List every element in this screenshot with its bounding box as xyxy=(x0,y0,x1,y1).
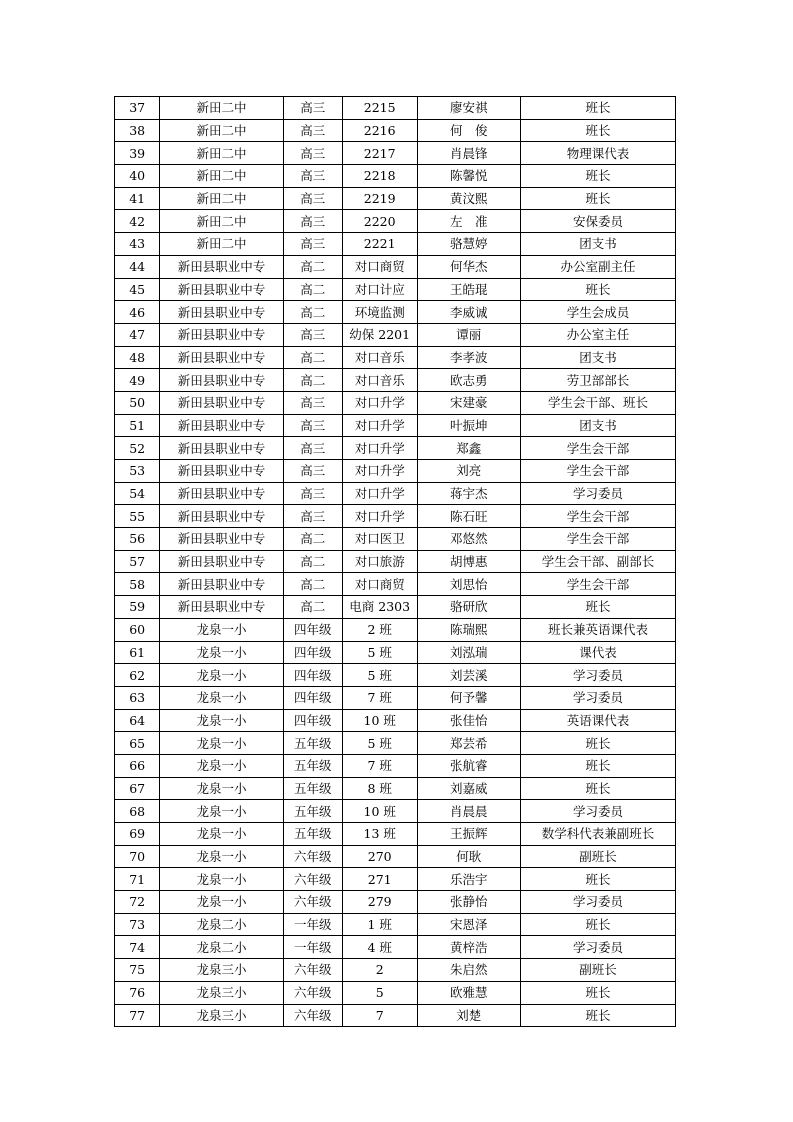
grade-cell: 六年级 xyxy=(283,891,342,914)
school-cell: 龙泉二小 xyxy=(160,936,283,959)
grade-cell: 五年级 xyxy=(283,800,342,823)
class-cell: 对口升学 xyxy=(342,505,417,528)
school-cell: 新田县职业中专 xyxy=(160,550,283,573)
table-row xyxy=(115,142,676,165)
table-row xyxy=(115,369,676,392)
grade-cell: 高三 xyxy=(283,187,342,210)
table-row xyxy=(115,505,676,528)
table-row xyxy=(115,550,676,573)
school-cell: 新田二中 xyxy=(160,233,283,256)
row-number-cell: 63 xyxy=(115,686,160,709)
school-cell: 新田县职业中专 xyxy=(160,596,283,619)
class-cell: 1 班 xyxy=(342,913,417,936)
grade-cell: 五年级 xyxy=(283,777,342,800)
student-name-cell: 张航睿 xyxy=(417,754,520,777)
student-name-cell: 郑芸希 xyxy=(417,732,520,755)
row-number-cell: 47 xyxy=(115,323,160,346)
position-cell: 副班长 xyxy=(520,845,675,868)
class-cell: 13 班 xyxy=(342,823,417,846)
table-row xyxy=(115,800,676,823)
school-cell: 龙泉一小 xyxy=(160,618,283,641)
position-cell: 学生会干部 xyxy=(520,437,675,460)
class-cell: 2218 xyxy=(342,165,417,188)
table-row xyxy=(115,255,676,278)
position-cell: 学习委员 xyxy=(520,686,675,709)
position-cell: 班长 xyxy=(520,913,675,936)
row-number-cell: 73 xyxy=(115,913,160,936)
grade-cell: 六年级 xyxy=(283,981,342,1004)
class-cell: 7 班 xyxy=(342,686,417,709)
row-number-cell: 56 xyxy=(115,528,160,551)
table-row xyxy=(115,845,676,868)
school-cell: 龙泉二小 xyxy=(160,913,283,936)
position-cell: 团支书 xyxy=(520,346,675,369)
row-number-cell: 77 xyxy=(115,1004,160,1027)
table-row xyxy=(115,528,676,551)
student-name-cell: 肖晨锋 xyxy=(417,142,520,165)
student-name-cell: 朱启然 xyxy=(417,959,520,982)
grade-cell: 高三 xyxy=(283,391,342,414)
student-name-cell: 刘楚 xyxy=(417,1004,520,1027)
table-row xyxy=(115,868,676,891)
school-cell: 新田县职业中专 xyxy=(160,278,283,301)
class-cell: 2216 xyxy=(342,119,417,142)
class-cell: 幼保 2201 xyxy=(342,323,417,346)
position-cell: 学生会干部 xyxy=(520,460,675,483)
school-cell: 龙泉一小 xyxy=(160,664,283,687)
student-name-cell: 黄梓浩 xyxy=(417,936,520,959)
position-cell: 学习委员 xyxy=(520,936,675,959)
grade-cell: 高二 xyxy=(283,596,342,619)
student-name-cell: 肖晨晨 xyxy=(417,800,520,823)
class-cell: 2215 xyxy=(342,97,417,120)
row-number-cell: 57 xyxy=(115,550,160,573)
grade-cell: 五年级 xyxy=(283,732,342,755)
row-number-cell: 37 xyxy=(115,97,160,120)
class-cell: 对口升学 xyxy=(342,437,417,460)
row-number-cell: 62 xyxy=(115,664,160,687)
student-name-cell: 王皓琨 xyxy=(417,278,520,301)
row-number-cell: 71 xyxy=(115,868,160,891)
grade-cell: 高三 xyxy=(283,165,342,188)
class-cell: 5 xyxy=(342,981,417,1004)
position-cell: 物理课代表 xyxy=(520,142,675,165)
class-cell: 7 班 xyxy=(342,754,417,777)
row-number-cell: 68 xyxy=(115,800,160,823)
table-row xyxy=(115,278,676,301)
position-cell: 劳卫部部长 xyxy=(520,369,675,392)
school-cell: 新田县职业中专 xyxy=(160,255,283,278)
grade-cell: 高二 xyxy=(283,255,342,278)
table-row xyxy=(115,233,676,256)
class-cell: 2 班 xyxy=(342,618,417,641)
student-name-cell: 欧志勇 xyxy=(417,369,520,392)
class-cell: 10 班 xyxy=(342,709,417,732)
school-cell: 新田县职业中专 xyxy=(160,528,283,551)
row-number-cell: 43 xyxy=(115,233,160,256)
class-cell: 2 xyxy=(342,959,417,982)
table-row xyxy=(115,823,676,846)
table-row xyxy=(115,414,676,437)
class-cell: 对口旅游 xyxy=(342,550,417,573)
table-row xyxy=(115,119,676,142)
table-row xyxy=(115,210,676,233)
table-row xyxy=(115,732,676,755)
student-name-cell: 蒋宇杰 xyxy=(417,482,520,505)
position-cell: 班长 xyxy=(520,596,675,619)
table-row xyxy=(115,482,676,505)
position-cell: 学生会干部、副部长 xyxy=(520,550,675,573)
position-cell: 班长 xyxy=(520,777,675,800)
grade-cell: 五年级 xyxy=(283,823,342,846)
position-cell: 班长 xyxy=(520,981,675,1004)
table-row xyxy=(115,437,676,460)
row-number-cell: 46 xyxy=(115,301,160,324)
position-cell: 班长 xyxy=(520,97,675,120)
school-cell: 新田县职业中专 xyxy=(160,346,283,369)
student-name-cell: 陈石旺 xyxy=(417,505,520,528)
student-name-cell: 何予馨 xyxy=(417,686,520,709)
row-number-cell: 50 xyxy=(115,391,160,414)
student-name-cell: 刘泓瑞 xyxy=(417,641,520,664)
class-cell: 270 xyxy=(342,845,417,868)
student-name-cell: 何 俊 xyxy=(417,119,520,142)
class-cell: 10 班 xyxy=(342,800,417,823)
grade-cell: 六年级 xyxy=(283,868,342,891)
school-cell: 新田县职业中专 xyxy=(160,301,283,324)
school-cell: 新田县职业中专 xyxy=(160,482,283,505)
grade-cell: 高三 xyxy=(283,142,342,165)
table-row xyxy=(115,686,676,709)
grade-cell: 高二 xyxy=(283,346,342,369)
position-cell: 团支书 xyxy=(520,233,675,256)
student-name-cell: 骆慧婷 xyxy=(417,233,520,256)
student-name-cell: 叶振坤 xyxy=(417,414,520,437)
student-name-cell: 邓悠然 xyxy=(417,528,520,551)
grade-cell: 一年级 xyxy=(283,913,342,936)
grade-cell: 高三 xyxy=(283,210,342,233)
school-cell: 新田县职业中专 xyxy=(160,369,283,392)
grade-cell: 高三 xyxy=(283,233,342,256)
grade-cell: 四年级 xyxy=(283,641,342,664)
school-cell: 新田县职业中专 xyxy=(160,414,283,437)
student-name-cell: 刘芸溪 xyxy=(417,664,520,687)
position-cell: 办公室主任 xyxy=(520,323,675,346)
table-row xyxy=(115,596,676,619)
position-cell: 班长 xyxy=(520,165,675,188)
row-number-cell: 70 xyxy=(115,845,160,868)
position-cell: 班长 xyxy=(520,732,675,755)
row-number-cell: 58 xyxy=(115,573,160,596)
row-number-cell: 54 xyxy=(115,482,160,505)
table-row xyxy=(115,641,676,664)
school-cell: 龙泉一小 xyxy=(160,732,283,755)
row-number-cell: 64 xyxy=(115,709,160,732)
student-name-cell: 郑鑫 xyxy=(417,437,520,460)
school-cell: 龙泉一小 xyxy=(160,777,283,800)
class-cell: 2220 xyxy=(342,210,417,233)
grade-cell: 高三 xyxy=(283,460,342,483)
position-cell: 团支书 xyxy=(520,414,675,437)
school-cell: 龙泉一小 xyxy=(160,754,283,777)
class-cell: 对口升学 xyxy=(342,482,417,505)
table-row xyxy=(115,460,676,483)
table-row xyxy=(115,573,676,596)
row-number-cell: 52 xyxy=(115,437,160,460)
position-cell: 学生会干部、班长 xyxy=(520,391,675,414)
row-number-cell: 45 xyxy=(115,278,160,301)
table-row xyxy=(115,165,676,188)
school-cell: 新田二中 xyxy=(160,97,283,120)
table-row xyxy=(115,1004,676,1027)
grade-cell: 高二 xyxy=(283,369,342,392)
grade-cell: 五年级 xyxy=(283,754,342,777)
school-cell: 新田县职业中专 xyxy=(160,323,283,346)
grade-cell: 四年级 xyxy=(283,664,342,687)
class-cell: 7 xyxy=(342,1004,417,1027)
table-row xyxy=(115,981,676,1004)
grade-cell: 高二 xyxy=(283,573,342,596)
student-name-cell: 刘思怡 xyxy=(417,573,520,596)
position-cell: 班长兼英语课代表 xyxy=(520,618,675,641)
table-row xyxy=(115,391,676,414)
row-number-cell: 69 xyxy=(115,823,160,846)
class-cell: 对口医卫 xyxy=(342,528,417,551)
class-cell: 对口音乐 xyxy=(342,346,417,369)
row-number-cell: 59 xyxy=(115,596,160,619)
school-cell: 龙泉一小 xyxy=(160,845,283,868)
position-cell: 学习委员 xyxy=(520,800,675,823)
class-cell: 对口计应 xyxy=(342,278,417,301)
grade-cell: 高二 xyxy=(283,528,342,551)
position-cell: 班长 xyxy=(520,278,675,301)
student-name-cell: 陈馨悦 xyxy=(417,165,520,188)
school-cell: 新田二中 xyxy=(160,142,283,165)
class-cell: 4 班 xyxy=(342,936,417,959)
grade-cell: 高三 xyxy=(283,323,342,346)
position-cell: 学生会干部 xyxy=(520,505,675,528)
table-row xyxy=(115,936,676,959)
student-name-cell: 刘嘉威 xyxy=(417,777,520,800)
row-number-cell: 44 xyxy=(115,255,160,278)
class-cell: 5 班 xyxy=(342,732,417,755)
position-cell: 班长 xyxy=(520,187,675,210)
row-number-cell: 55 xyxy=(115,505,160,528)
student-name-cell: 何耿 xyxy=(417,845,520,868)
student-name-cell: 乐浩宇 xyxy=(417,868,520,891)
table-row xyxy=(115,891,676,914)
school-cell: 新田二中 xyxy=(160,187,283,210)
school-cell: 龙泉一小 xyxy=(160,641,283,664)
table-row xyxy=(115,664,676,687)
row-number-cell: 40 xyxy=(115,165,160,188)
grade-cell: 高三 xyxy=(283,437,342,460)
row-number-cell: 67 xyxy=(115,777,160,800)
grade-cell: 高二 xyxy=(283,550,342,573)
class-cell: 电商 2303 xyxy=(342,596,417,619)
school-cell: 新田县职业中专 xyxy=(160,391,283,414)
position-cell: 班长 xyxy=(520,1004,675,1027)
school-cell: 新田二中 xyxy=(160,165,283,188)
student-name-cell: 张静怡 xyxy=(417,891,520,914)
class-cell: 对口升学 xyxy=(342,460,417,483)
student-name-cell: 陈瑞熙 xyxy=(417,618,520,641)
position-cell: 安保委员 xyxy=(520,210,675,233)
school-cell: 龙泉一小 xyxy=(160,891,283,914)
row-number-cell: 75 xyxy=(115,959,160,982)
school-cell: 龙泉三小 xyxy=(160,1004,283,1027)
position-cell: 班长 xyxy=(520,119,675,142)
position-cell: 学习委员 xyxy=(520,664,675,687)
school-cell: 新田二中 xyxy=(160,119,283,142)
school-cell: 龙泉三小 xyxy=(160,959,283,982)
student-name-cell: 左 准 xyxy=(417,210,520,233)
class-cell: 8 班 xyxy=(342,777,417,800)
grade-cell: 高三 xyxy=(283,414,342,437)
position-cell: 学生会干部 xyxy=(520,528,675,551)
row-number-cell: 53 xyxy=(115,460,160,483)
school-cell: 龙泉一小 xyxy=(160,686,283,709)
student-name-cell: 李威诚 xyxy=(417,301,520,324)
row-number-cell: 72 xyxy=(115,891,160,914)
table-row xyxy=(115,913,676,936)
grade-cell: 高三 xyxy=(283,119,342,142)
table-row xyxy=(115,187,676,210)
row-number-cell: 42 xyxy=(115,210,160,233)
table-row xyxy=(115,323,676,346)
table-row xyxy=(115,959,676,982)
position-cell: 学生会成员 xyxy=(520,301,675,324)
class-cell: 271 xyxy=(342,868,417,891)
school-cell: 新田县职业中专 xyxy=(160,573,283,596)
class-cell: 2217 xyxy=(342,142,417,165)
grade-cell: 高三 xyxy=(283,97,342,120)
grade-cell: 六年级 xyxy=(283,845,342,868)
student-name-cell: 宋建豪 xyxy=(417,391,520,414)
class-cell: 对口升学 xyxy=(342,414,417,437)
grade-cell: 高二 xyxy=(283,301,342,324)
position-cell: 班长 xyxy=(520,868,675,891)
student-name-cell: 骆研欣 xyxy=(417,596,520,619)
position-cell: 学生会干部 xyxy=(520,573,675,596)
school-cell: 新田县职业中专 xyxy=(160,437,283,460)
table-row xyxy=(115,754,676,777)
class-cell: 对口升学 xyxy=(342,391,417,414)
table-row xyxy=(115,777,676,800)
student-name-cell: 廖安祺 xyxy=(417,97,520,120)
grade-cell: 高三 xyxy=(283,482,342,505)
row-number-cell: 49 xyxy=(115,369,160,392)
school-cell: 龙泉一小 xyxy=(160,709,283,732)
student-name-cell: 欧雅慧 xyxy=(417,981,520,1004)
class-cell: 环境监测 xyxy=(342,301,417,324)
student-name-cell: 黄汶熙 xyxy=(417,187,520,210)
school-cell: 新田县职业中专 xyxy=(160,505,283,528)
row-number-cell: 61 xyxy=(115,641,160,664)
grade-cell: 高二 xyxy=(283,278,342,301)
row-number-cell: 66 xyxy=(115,754,160,777)
student-name-cell: 李孝波 xyxy=(417,346,520,369)
school-cell: 龙泉一小 xyxy=(160,868,283,891)
school-cell: 龙泉一小 xyxy=(160,823,283,846)
row-number-cell: 76 xyxy=(115,981,160,1004)
table-row xyxy=(115,618,676,641)
student-name-cell: 张佳怡 xyxy=(417,709,520,732)
student-name-cell: 何华杰 xyxy=(417,255,520,278)
grade-cell: 高三 xyxy=(283,505,342,528)
position-cell: 学习委员 xyxy=(520,891,675,914)
row-number-cell: 38 xyxy=(115,119,160,142)
class-cell: 对口商贸 xyxy=(342,255,417,278)
table-row xyxy=(115,346,676,369)
position-cell: 数学科代表兼副班长 xyxy=(520,823,675,846)
class-cell: 对口商贸 xyxy=(342,573,417,596)
row-number-cell: 65 xyxy=(115,732,160,755)
class-cell: 2219 xyxy=(342,187,417,210)
position-cell: 办公室副主任 xyxy=(520,255,675,278)
student-name-cell: 谭丽 xyxy=(417,323,520,346)
class-cell: 279 xyxy=(342,891,417,914)
position-cell: 学习委员 xyxy=(520,482,675,505)
student-name-cell: 王振辉 xyxy=(417,823,520,846)
class-cell: 5 班 xyxy=(342,664,417,687)
student-name-cell: 刘亮 xyxy=(417,460,520,483)
table-body xyxy=(115,97,676,1027)
school-cell: 龙泉一小 xyxy=(160,800,283,823)
school-cell: 新田二中 xyxy=(160,210,283,233)
position-cell: 班长 xyxy=(520,754,675,777)
student-name-cell: 宋恩泽 xyxy=(417,913,520,936)
class-cell: 对口音乐 xyxy=(342,369,417,392)
grade-cell: 六年级 xyxy=(283,1004,342,1027)
row-number-cell: 51 xyxy=(115,414,160,437)
grade-cell: 四年级 xyxy=(283,686,342,709)
table-row xyxy=(115,97,676,120)
school-cell: 新田县职业中专 xyxy=(160,460,283,483)
grade-cell: 四年级 xyxy=(283,709,342,732)
class-cell: 5 班 xyxy=(342,641,417,664)
class-cell: 2221 xyxy=(342,233,417,256)
row-number-cell: 39 xyxy=(115,142,160,165)
position-cell: 课代表 xyxy=(520,641,675,664)
table-row xyxy=(115,709,676,732)
row-number-cell: 60 xyxy=(115,618,160,641)
position-cell: 英语课代表 xyxy=(520,709,675,732)
grade-cell: 四年级 xyxy=(283,618,342,641)
table-row xyxy=(115,301,676,324)
grade-cell: 六年级 xyxy=(283,959,342,982)
school-cell: 龙泉三小 xyxy=(160,981,283,1004)
student-cadre-table xyxy=(114,96,676,1027)
student-name-cell: 胡博惠 xyxy=(417,550,520,573)
row-number-cell: 74 xyxy=(115,936,160,959)
row-number-cell: 48 xyxy=(115,346,160,369)
row-number-cell: 41 xyxy=(115,187,160,210)
grade-cell: 一年级 xyxy=(283,936,342,959)
position-cell: 副班长 xyxy=(520,959,675,982)
